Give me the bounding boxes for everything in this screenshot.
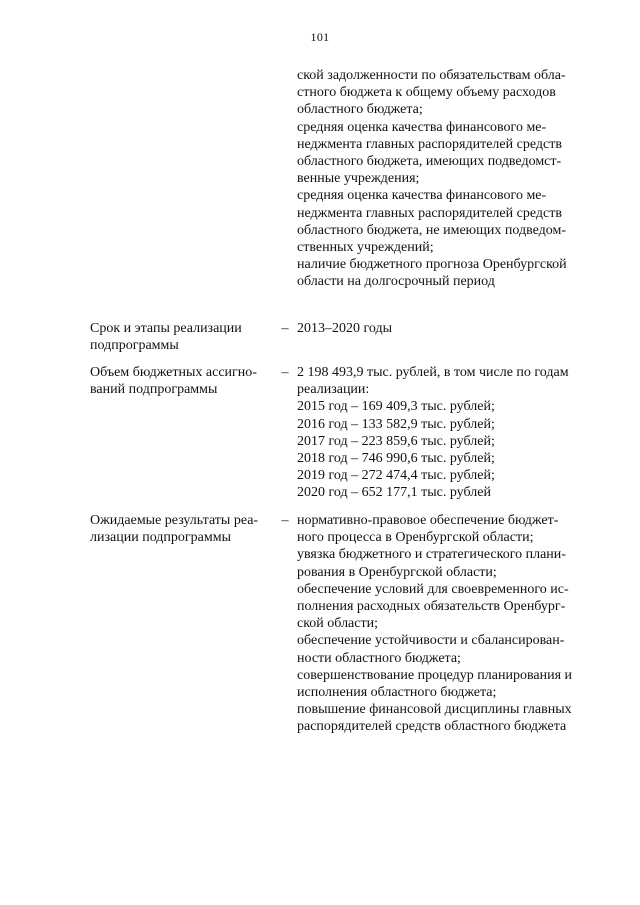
budget-year-line: 2016 год – 133 582,9 тыс. рублей; bbox=[297, 416, 495, 432]
text-line: областного бюджета; bbox=[297, 102, 423, 118]
row-label bbox=[90, 320, 275, 354]
row-value-line: ного процесса в Оренбургской области; bbox=[297, 530, 534, 546]
text-line: средняя оценка качества финансового ме- bbox=[297, 188, 547, 204]
row-value-line: повышение финансовой дисциплины главных bbox=[297, 702, 572, 718]
row-value-line: совершенствование процедур планирования и bbox=[297, 667, 572, 683]
text-line: средняя оценка качества финансового ме- bbox=[297, 119, 547, 135]
budget-year-line: 2015 год – 169 409,3 тыс. рублей; bbox=[297, 399, 495, 415]
row-label-line: ваний подпрограммы bbox=[90, 382, 218, 397]
row-value bbox=[297, 512, 587, 736]
budget-year-line: 2020 год – 652 177,1 тыс. рублей bbox=[297, 485, 491, 501]
text-line: ской задолженности по обязательствам обла- bbox=[297, 68, 566, 83]
row-value-line: ской области; bbox=[297, 616, 378, 632]
row-label bbox=[90, 512, 275, 546]
row-value-line: увязка бюджетного и стратегического плани- bbox=[297, 547, 566, 563]
row-value-line: полнения расходных обязательств Оренбург- bbox=[297, 599, 566, 615]
row-value-line: 2 198 493,9 тыс. рублей, в том числе по годам bbox=[297, 365, 569, 380]
row-value-line: ности областного бюджета; bbox=[297, 650, 461, 666]
row-value-line: рования в Оренбургской области; bbox=[297, 564, 497, 580]
row-dash: – bbox=[281, 365, 289, 380]
row-value-line: реализации: bbox=[297, 382, 370, 398]
text-line: областного бюджета, имеющих подведомст- bbox=[297, 154, 562, 170]
page-number: 101 bbox=[310, 30, 330, 44]
row-value bbox=[297, 364, 587, 502]
row-value-line: 2013–2020 годы bbox=[297, 321, 393, 336]
budget-year-line: 2019 год – 272 474,4 тыс. рублей; bbox=[297, 468, 495, 484]
text-line: неджмента главных распорядителей средств bbox=[297, 205, 562, 221]
row-value-line: исполнения областного бюджета; bbox=[297, 685, 497, 701]
budget-year-line: 2017 год – 223 859,6 тыс. рублей; bbox=[297, 433, 495, 449]
row-label bbox=[90, 364, 275, 398]
budget-year-line: 2018 год – 746 990,6 тыс. рублей; bbox=[297, 451, 495, 467]
row-value-line: нормативно-правовое обеспечение бюджет- bbox=[297, 513, 559, 528]
text-line: венные учреждения; bbox=[297, 171, 420, 187]
row-dash: – bbox=[281, 513, 289, 528]
text-line: областного бюджета, не имеющих подведом- bbox=[297, 222, 567, 238]
row-label-line: лизации подпрограммы bbox=[90, 530, 231, 545]
text-line: неджмента главных распорядителей средств bbox=[297, 136, 562, 152]
continuation-text bbox=[297, 67, 587, 291]
row-value-line: распорядителей средств областного бюджета bbox=[297, 719, 567, 735]
row-label-line: подпрограммы bbox=[90, 338, 179, 353]
text-line: стного бюджета к общему объему расходов bbox=[297, 85, 556, 101]
row-value-line: обеспечение устойчивости и сбалансирован- bbox=[297, 633, 565, 649]
text-line: ственных учреждений; bbox=[297, 240, 434, 256]
row-value-line: обеспечение условий для своевременного ис- bbox=[297, 581, 569, 597]
text-line: наличие бюджетного прогноза Оренбургской bbox=[297, 257, 567, 273]
row-label-line: Срок и этапы реализации bbox=[90, 321, 242, 336]
row-label-line: Объем бюджетных ассигно- bbox=[90, 365, 257, 380]
row-dash: – bbox=[281, 321, 289, 336]
row-label-line: Ожидаемые результаты реа- bbox=[90, 513, 259, 528]
row-value bbox=[297, 320, 587, 337]
text-line: области на долгосрочный период bbox=[297, 274, 495, 290]
